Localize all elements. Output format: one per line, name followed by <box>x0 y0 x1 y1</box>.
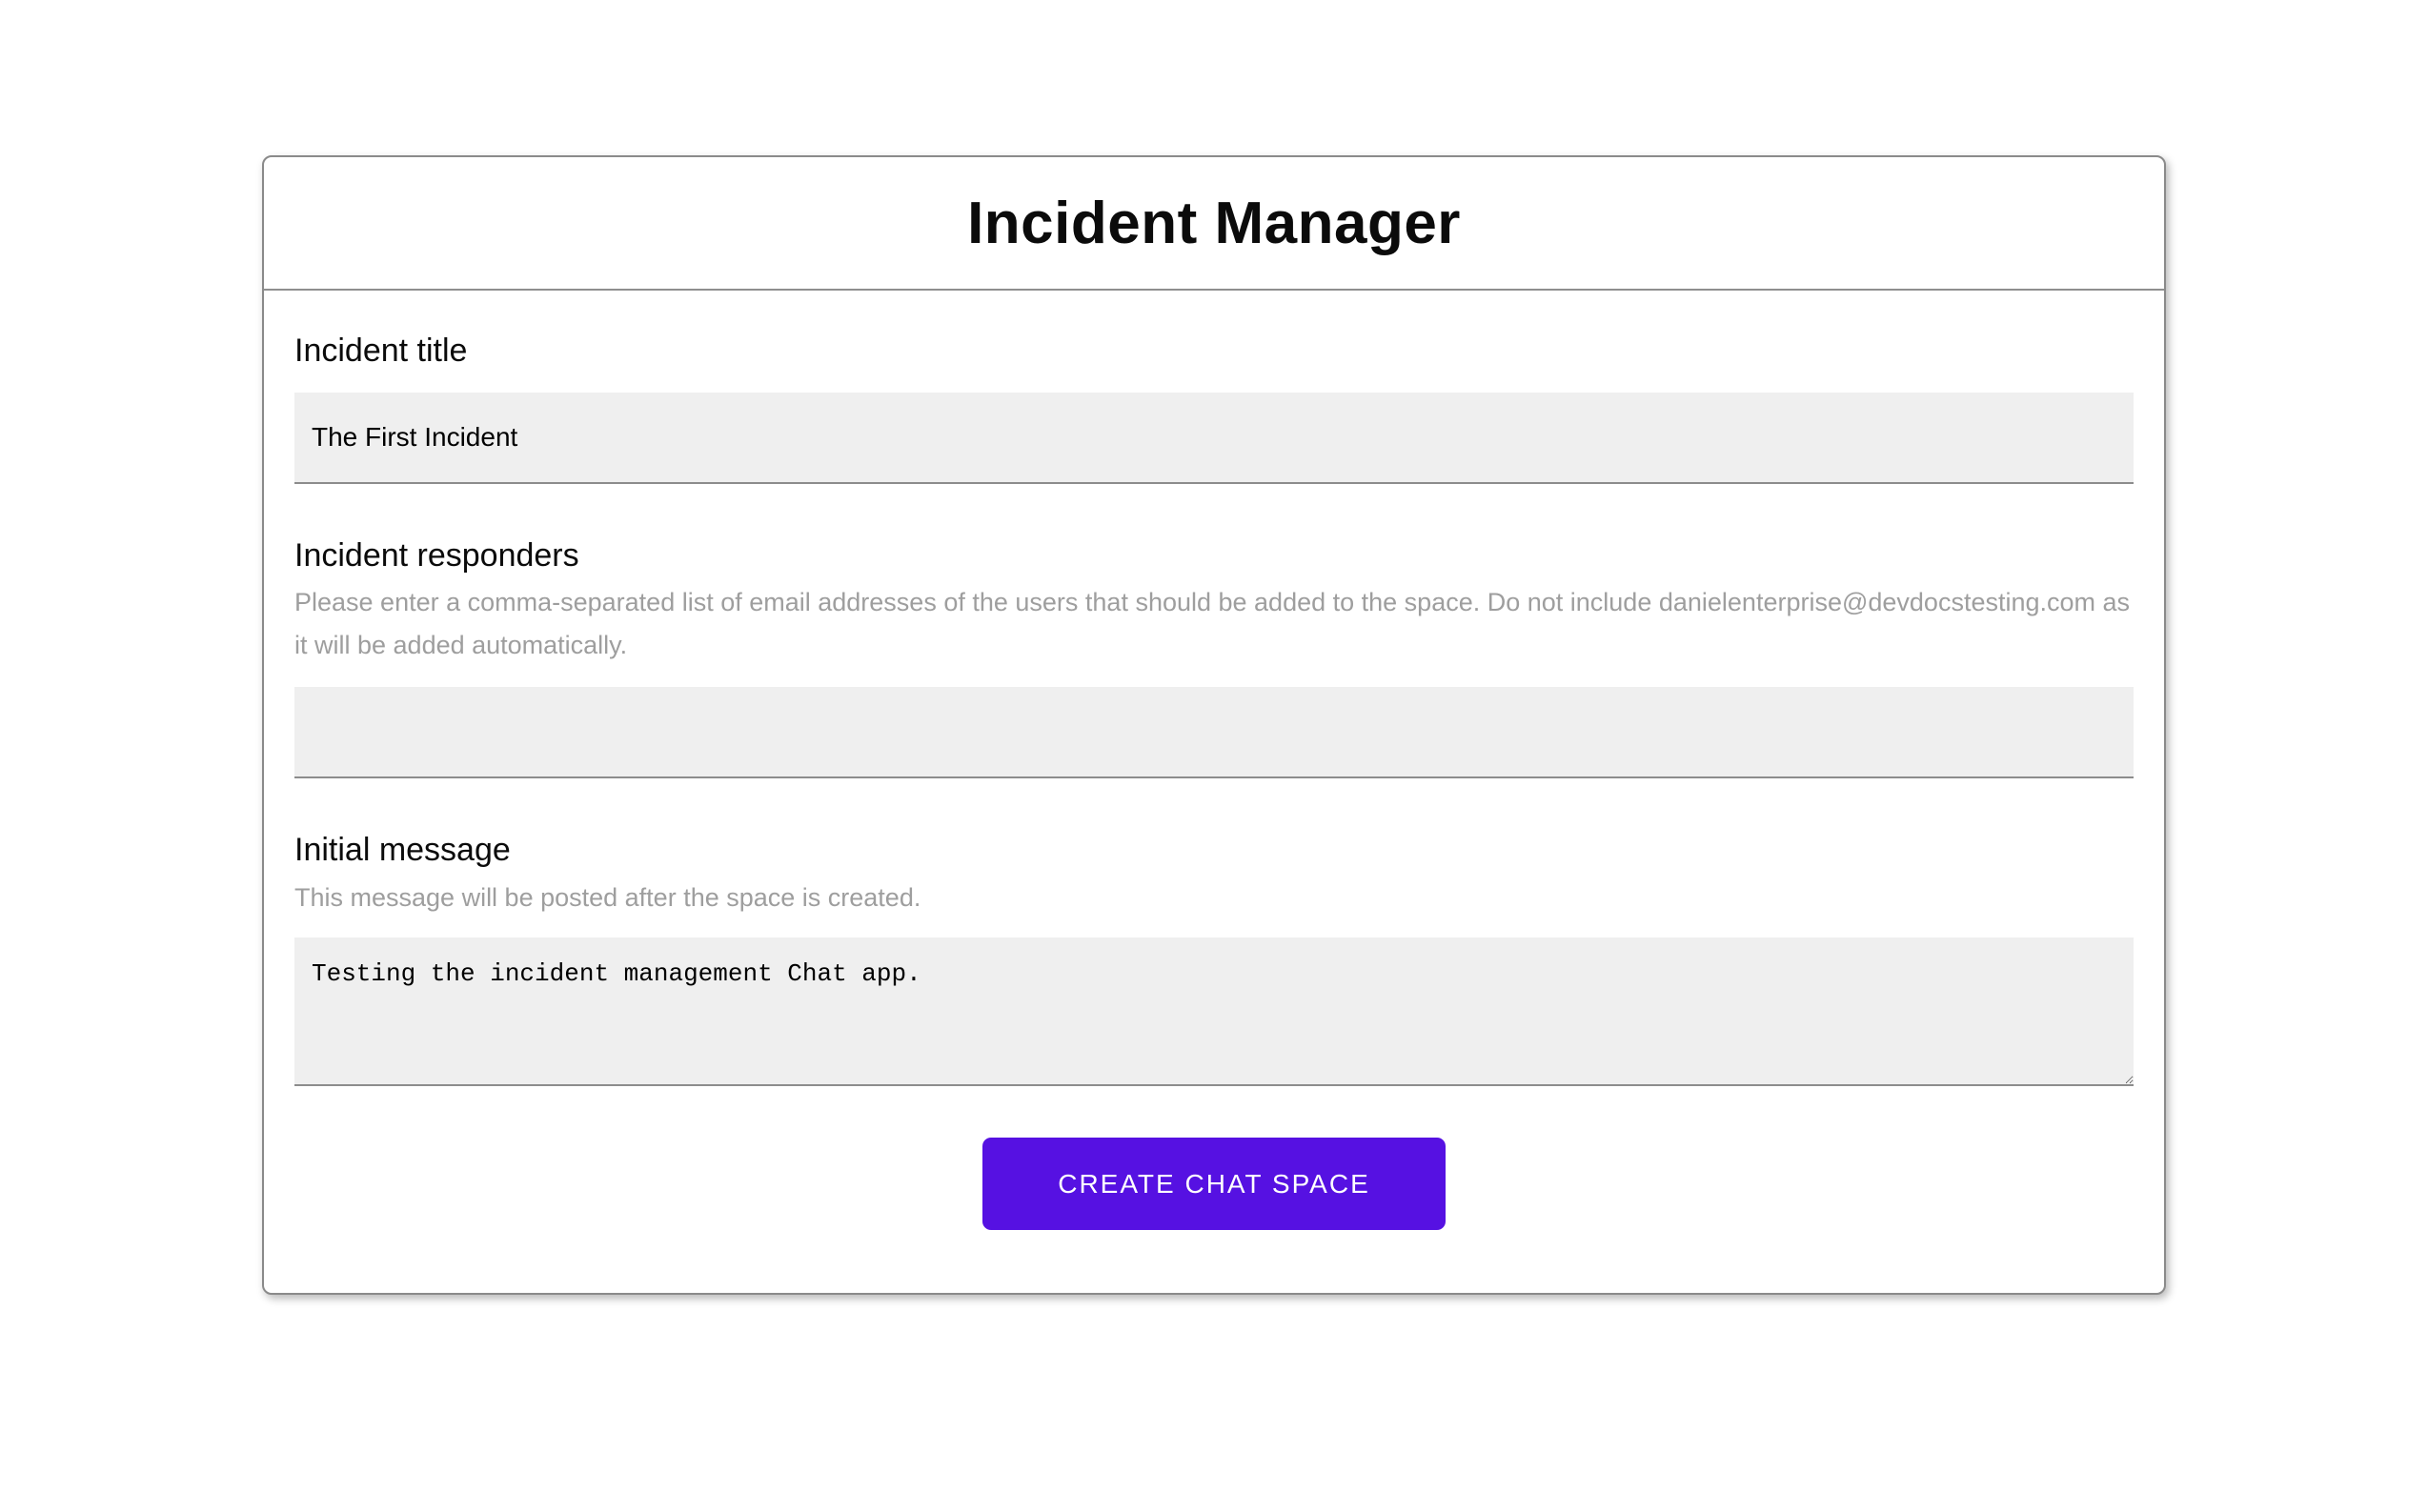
card-header <box>264 157 2164 291</box>
incident-manager-card <box>262 155 2166 1295</box>
page-title: Incident Manager <box>967 190 1461 256</box>
initial-message-label: Initial message <box>294 832 511 869</box>
incident-title-section <box>294 331 2134 484</box>
form-content <box>264 291 2164 1230</box>
incident-responders-label: Incident responders <box>294 536 579 574</box>
create-chat-space-button[interactable]: CREATE CHAT SPACE <box>982 1138 1446 1230</box>
incident-responders-input[interactable] <box>294 687 2134 778</box>
incident-title-label: Incident title <box>294 333 468 369</box>
incident-responders-section <box>294 535 2134 779</box>
initial-message-textarea[interactable] <box>294 937 2134 1086</box>
button-row <box>294 1138 2134 1230</box>
initial-message-section <box>294 830 2134 1086</box>
incident-title-input[interactable] <box>294 393 2134 484</box>
incident-responders-helper: Please enter a comma-separated list of email addresses of the users that should be added to the space. Do not include danielenterprise@devdocstesting.com as it will be added automatically. <box>294 588 2131 659</box>
initial-message-helper: This message will be posted after the space is created. <box>294 882 921 912</box>
